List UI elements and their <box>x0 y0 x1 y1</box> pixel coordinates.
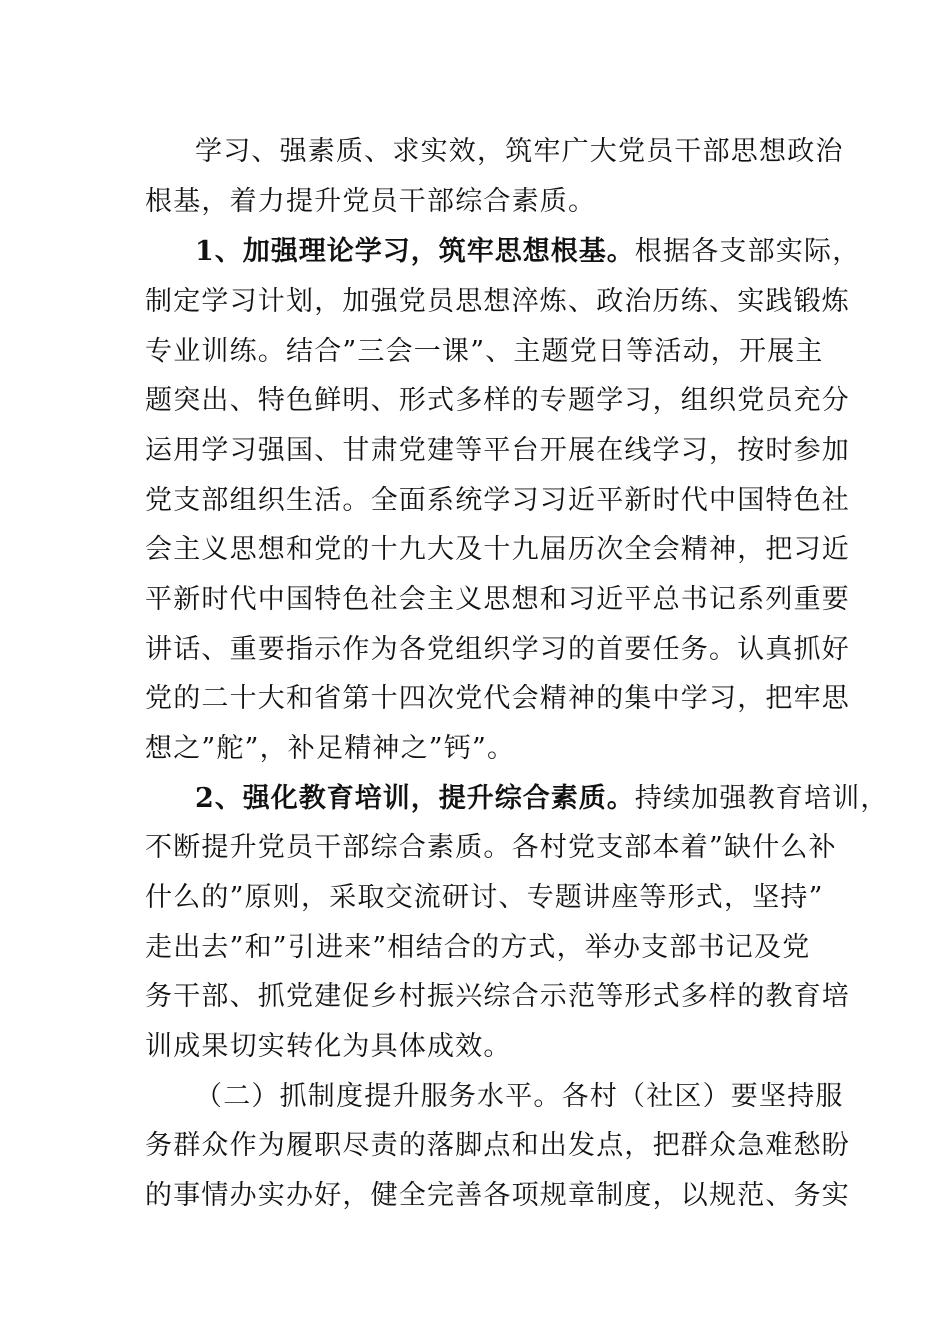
line-text: 训成果切实转化为具体成效。 <box>145 1031 512 1062</box>
paragraph-line <box>145 1126 850 1166</box>
paragraph-line <box>145 431 850 471</box>
line-text: 什么的”原则，采取交流研讨、专题讲座等形式，坚持” <box>145 882 824 913</box>
section-heading-line <box>195 779 889 819</box>
paragraph-line <box>145 977 850 1017</box>
paragraph-line <box>145 182 835 222</box>
line-text: 党的二十大和省第十四次党代会精神的集中学习，把牢思 <box>145 683 850 714</box>
line-text: 专业训练。结合”三会一课”、主题党日等活动，开展主 <box>145 336 824 367</box>
line-text: 题突出、特色鲜明、形式多样的专题学习，组织党员充分 <box>145 385 850 416</box>
section-heading-line <box>195 232 861 272</box>
paragraph-line <box>145 828 835 868</box>
line-text: 持续加强教育培训， <box>634 783 889 814</box>
section-heading: 1、加强理论学习，筑牢思想根基。 <box>195 236 635 267</box>
paragraph-line <box>145 530 850 570</box>
paragraph-line <box>145 332 835 372</box>
line-text: 务干部、抓党建促乡村振兴综合示范等形式多样的教育培 <box>145 981 850 1012</box>
section-heading: 2、强化教育培训，提升综合素质。 <box>195 783 635 814</box>
line-text: 走出去”和”引进来”相结合的方式，举办支部书记及党 <box>145 932 811 963</box>
paragraph-line <box>145 1027 835 1067</box>
paragraph-line <box>195 132 844 172</box>
paragraph-line <box>145 481 850 521</box>
paragraph-line <box>145 630 850 670</box>
line-text: 务群众作为履职尽责的落脚点和出发点，把群众急难愁盼 <box>145 1130 850 1161</box>
paragraph-line <box>145 381 850 421</box>
paragraph-line <box>145 928 835 968</box>
line-text: 党支部组织生活。全面系统学习习近平新时代中国特色社 <box>145 485 850 516</box>
line-text: （二）抓制度提升服务水平。各村（社区）要坚持服 <box>195 1081 844 1112</box>
paragraph-line <box>145 729 835 769</box>
line-text: 运用学习强国、甘肃党建等平台开展在线学习，按时参加 <box>145 435 850 466</box>
line-text: 想之”舵”，补足精神之”钙”。 <box>145 733 516 764</box>
line-text: 根基，着力提升党员干部综合素质。 <box>145 186 597 217</box>
line-text: 平新时代中国特色社会主义思想和习近平总书记系列重要 <box>145 584 850 615</box>
paragraph-line <box>145 878 835 918</box>
paragraph-line <box>145 679 850 719</box>
paragraph-line <box>145 282 850 322</box>
line-text: 根据各支部实际， <box>634 236 861 267</box>
line-text: 学习、强素质、求实效，筑牢广大党员干部思想政治 <box>195 136 844 167</box>
section-heading-line <box>195 1077 844 1117</box>
line-text: 讲话、重要指示作为各党组织学习的首要任务。认真抓好 <box>145 634 850 665</box>
line-text: 制定学习计划，加强党员思想淬炼、政治历练、实践锻炼 <box>145 286 850 317</box>
paragraph-line <box>145 580 850 620</box>
paragraph-line <box>145 1176 850 1216</box>
line-text: 会主义思想和党的十九大及十九届历次全会精神，把习近 <box>145 534 850 565</box>
line-text: 的事情办实办好，健全完善各项规章制度，以规范、务实 <box>145 1180 850 1211</box>
line-text: 不断提升党员干部综合素质。各村党支部本着”缺什么补 <box>145 832 837 863</box>
